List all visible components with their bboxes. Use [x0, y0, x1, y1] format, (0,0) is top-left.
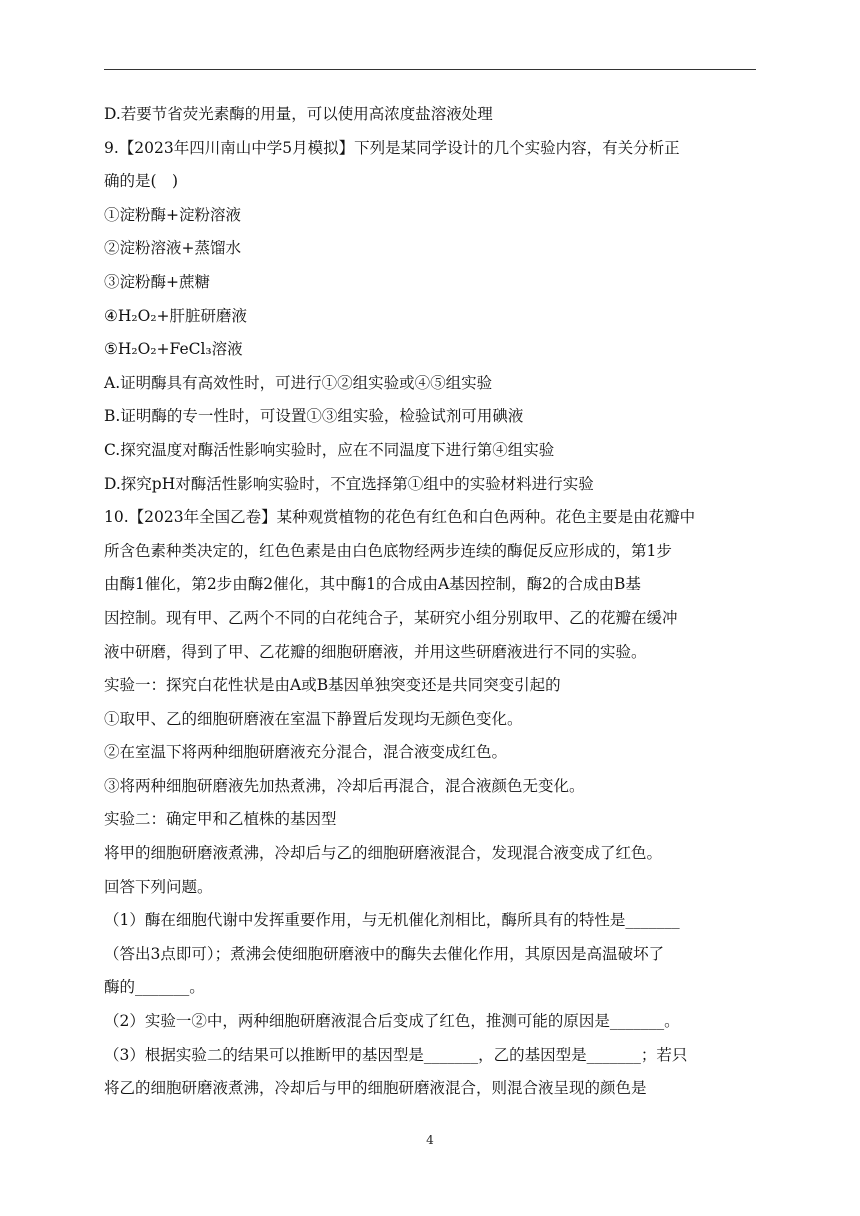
- item-4: ④H₂O₂+肝脏研磨液: [104, 306, 248, 325]
- option-d: D.探究pH对酶活性影响实验时，不宜选择第①组中的实验材料进行实验: [104, 474, 594, 493]
- sub-question-3: （3）根据实验二的结果可以推断甲的基因型是_______，乙的基因型是_______；若只: [104, 1045, 688, 1064]
- answer-prompt: 回答下列问题。: [104, 877, 213, 896]
- question-10-stem: 10.【2023年全国乙卷】某种观赏植物的花色有红色和白色两种。花色主要是由花瓣中: [104, 508, 696, 527]
- text-line: D.若要节省荧光素酶的用量，可以使用高浓度盐溶液处理: [104, 105, 493, 123]
- text-line: （答出3点即可）；煮沸会使细胞研磨液中的酶失去催化作用，其原因是高温破坏了: [104, 944, 665, 963]
- option-a: A.证明酶具有高效性时，可进行①②组实验或④⑤组实验: [104, 373, 493, 392]
- experiment-1-step-3: ③将两种细胞研磨液先加热煮沸，冷却后再混合，混合液颜色无变化。: [104, 776, 585, 795]
- header-rule: [104, 69, 756, 70]
- question-9-stem: 9.【2023年四川南山中学5月模拟】下列是某同学设计的几个实验内容，有关分析正: [104, 138, 680, 157]
- experiment-1-title: 实验一：探究白花性状是由A或B基因单独突变还是共同突变引起的: [104, 676, 561, 695]
- sub-question-2: （2）实验一②中，两种细胞研磨液混合后变成了红色，推测可能的原因是_______。: [104, 1012, 680, 1031]
- text-line: 所含色素种类决定的，红色色素是由白色底物经两步连续的酶促反应形成的，第1步: [104, 541, 672, 560]
- sub-question-1: （1）酶在细胞代谢中发挥重要作用，与无机催化剂相比，酶所具有的特性是_______: [104, 911, 680, 930]
- experiment-1-step-2: ②在室温下将两种细胞研磨液充分混合，混合液变成红色。: [104, 743, 508, 762]
- item-2: ②淀粉溶液+蒸馏水: [104, 239, 241, 258]
- text-line: 将乙的细胞研磨液煮沸，冷却后与甲的细胞研磨液混合，则混合液呈现的颜色是: [104, 1079, 647, 1098]
- text-line: 酶的_______。: [104, 978, 205, 997]
- item-3: ③淀粉酶+蔗糖: [104, 272, 210, 291]
- item-1: ①淀粉酶+淀粉溶液: [104, 205, 241, 224]
- experiment-1-step-1: ①取甲、乙的细胞研磨液在室温下静置后发现均无颜色变化。: [104, 709, 523, 728]
- item-5: ⑤H₂O₂+FeCl₃溶液: [104, 340, 243, 359]
- page-number: 4: [426, 1133, 434, 1147]
- experiment-2-body: 将甲的细胞研磨液煮沸，冷却后与乙的细胞研磨液混合，发现混合液变成了红色。: [104, 844, 663, 863]
- experiment-2-title: 实验二：确定甲和乙植株的基因型: [104, 810, 337, 829]
- option-c: C.探究温度对酶活性影响实验时，应在不同温度下进行第④组实验: [104, 440, 555, 459]
- document-body: [104, 98, 756, 1106]
- text-line: 由酶1催化，第2步由酶2催化，其中酶1的合成由A基因控制，酶2的合成由B基: [104, 575, 641, 594]
- text-line: 因控制。现有甲、乙两个不同的白花纯合子，某研究小组分别取甲、乙的花瓣在缓冲: [104, 608, 678, 627]
- text-line: 液中研磨，得到了甲、乙花瓣的细胞研磨液，并用这些研磨液进行不同的实验。: [104, 642, 647, 661]
- option-b: B.证明酶的专一性时，可设置①③组实验，检验试剂可用碘液: [104, 407, 524, 426]
- text-line: 确的是( ): [104, 172, 179, 191]
